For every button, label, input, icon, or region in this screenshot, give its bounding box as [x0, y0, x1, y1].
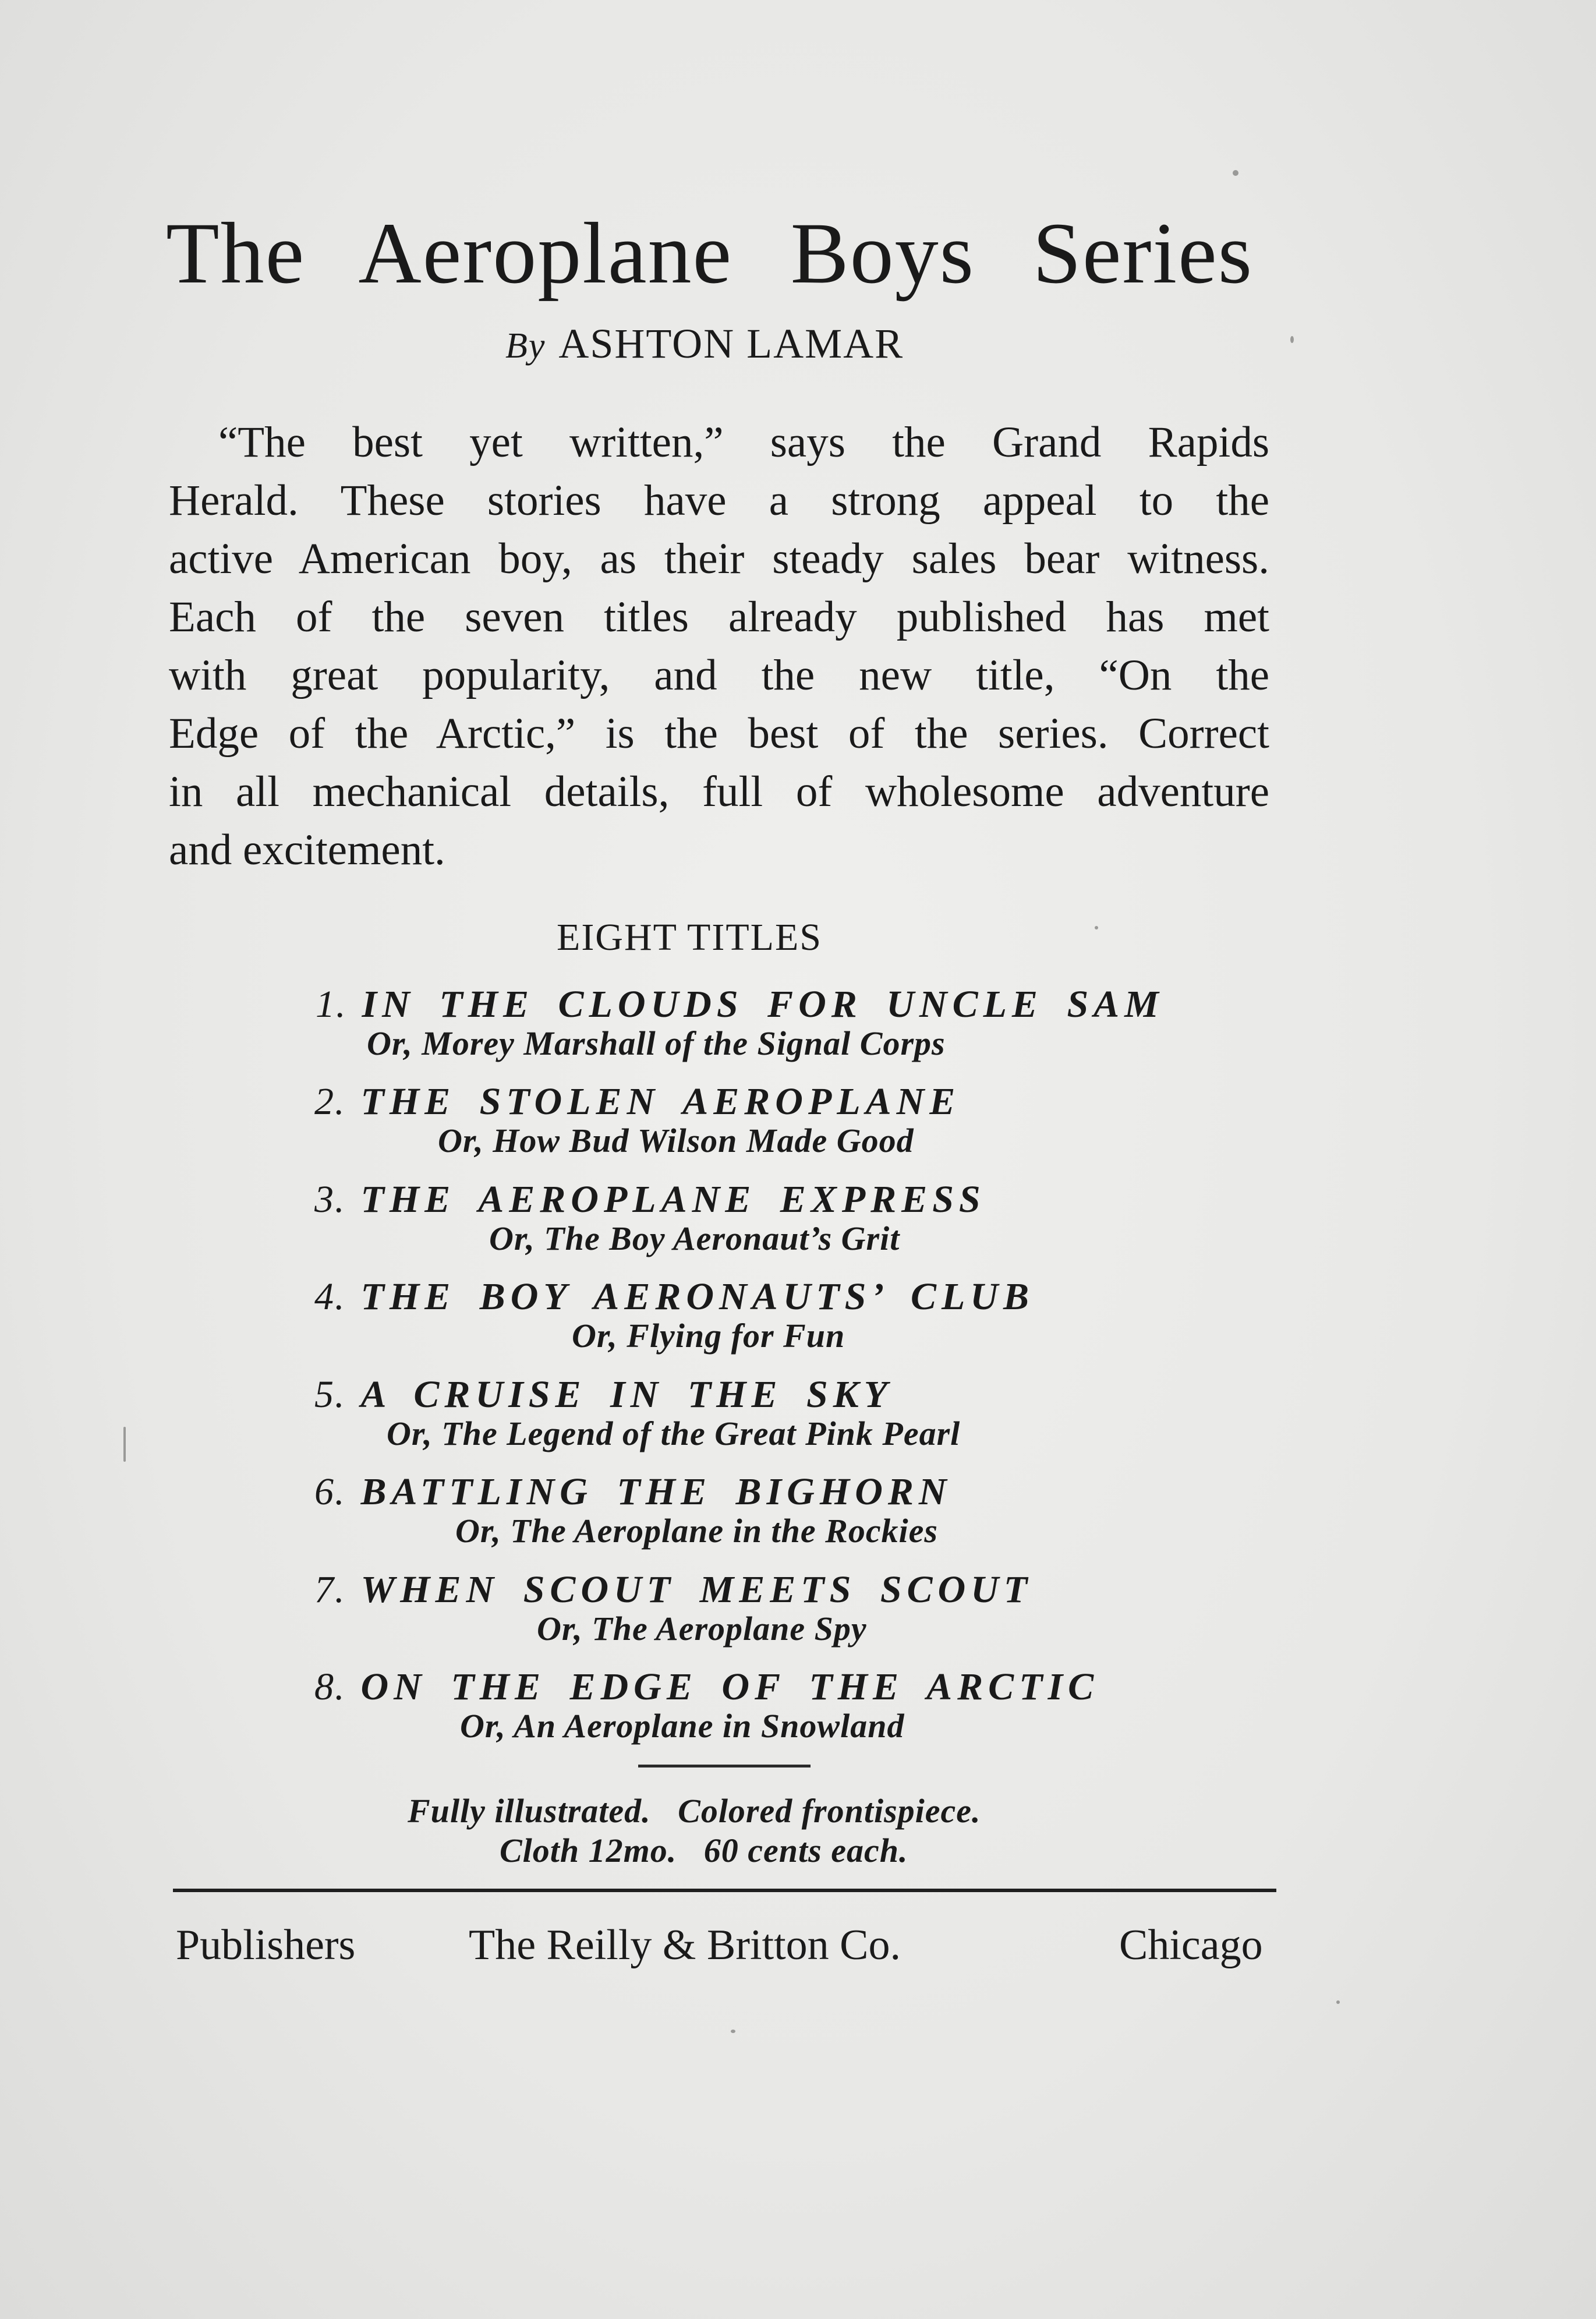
title-subtitle: Or, The Aeroplane in the Rockies — [455, 1512, 938, 1550]
title-name: THE AEROPLANE EXPRESS — [360, 1178, 986, 1221]
title-number: 1. — [316, 983, 347, 1026]
description-line: Edge of the Arctic,” is the best of the series. Correct — [169, 709, 1269, 758]
publisher-name: The Reilly & Britton Co. — [469, 1921, 901, 1969]
title-subtitle: Or, An Aeroplane in Snowland — [460, 1707, 905, 1745]
paper-speck — [731, 2030, 735, 2033]
series-title: The Aeroplane Boys Series — [166, 205, 1254, 302]
byline-prefix: By — [505, 326, 546, 366]
title-name: THE STOLEN AEROPLANE — [360, 1080, 961, 1123]
title-entry-3 — [314, 1176, 986, 1223]
title-name: ON THE EDGE OF THE ARCTIC — [360, 1666, 1099, 1708]
publisher-city: Chicago — [1119, 1921, 1263, 1969]
title-entry-6 — [314, 1469, 952, 1515]
author-byline — [505, 317, 904, 372]
title-name: WHEN SCOUT MEETS SCOUT — [360, 1568, 1033, 1611]
paper-speck — [1095, 926, 1098, 929]
title-number: 6. — [314, 1470, 346, 1513]
title-number: 5. — [314, 1373, 346, 1416]
title-entry-8 — [314, 1664, 1099, 1710]
description-line: in all mechanical details, full of wholesome adventure — [169, 768, 1269, 816]
footer-divider — [173, 1889, 1276, 1892]
title-number: 3. — [314, 1178, 346, 1221]
title-name: A CRUISE IN THE SKY — [360, 1373, 893, 1416]
title-number: 8. — [314, 1666, 346, 1708]
title-name: THE BOY AERONAUTS’ CLUB — [360, 1275, 1034, 1318]
description-line: “The best yet written,” says the Grand Rapids — [218, 418, 1269, 466]
title-subtitle: Or, The Legend of the Great Pink Pearl — [387, 1415, 961, 1452]
title-entry-7 — [314, 1567, 1032, 1613]
paper-speck — [1233, 170, 1238, 176]
title-subtitle: Or, Morey Marshall of the Signal Corps — [367, 1024, 946, 1062]
edition-details-line-2: Cloth 12mo. 60 cents each. — [500, 1832, 908, 1869]
description-line: Each of the seven titles already published has met — [169, 593, 1269, 641]
title-number: 4. — [314, 1275, 346, 1318]
title-subtitle: Or, The Boy Aeronaut’s Grit — [489, 1219, 900, 1257]
title-subtitle: Or, The Aeroplane Spy — [537, 1610, 867, 1648]
edition-details-line-1: Fully illustrated. Colored frontispiece. — [408, 1792, 981, 1830]
author-name: ASHTON LAMAR — [558, 320, 904, 367]
title-number: 2. — [314, 1080, 346, 1123]
description-line: and excitement. — [169, 826, 445, 874]
title-number: 7. — [314, 1568, 346, 1611]
paper-speck — [123, 1427, 126, 1462]
footer-label: Publishers — [176, 1921, 356, 1969]
title-entry-4 — [314, 1274, 1034, 1320]
title-entry-1 — [316, 981, 1164, 1028]
paper-speck — [1336, 2000, 1340, 2004]
title-subtitle: Or, Flying for Fun — [572, 1317, 845, 1355]
title-subtitle: Or, How Bud Wilson Made Good — [438, 1122, 914, 1160]
titles-heading: EIGHT TITLES — [557, 916, 822, 959]
description-line: active American boy, as their steady sales bear witness. — [169, 535, 1269, 583]
description-line: Herald. These stories have a strong appeal to the — [169, 476, 1269, 525]
title-name: IN THE CLOUDS FOR UNCLE SAM — [362, 983, 1164, 1026]
paper-speck — [1290, 336, 1294, 343]
series-description — [169, 413, 1269, 879]
description-line: with great popularity, and the new title, “On the — [169, 651, 1269, 699]
title-name: BATTLING THE BIGHORN — [360, 1470, 952, 1513]
short-divider — [638, 1765, 811, 1767]
title-entry-2 — [314, 1079, 960, 1125]
title-entry-5 — [314, 1371, 893, 1418]
